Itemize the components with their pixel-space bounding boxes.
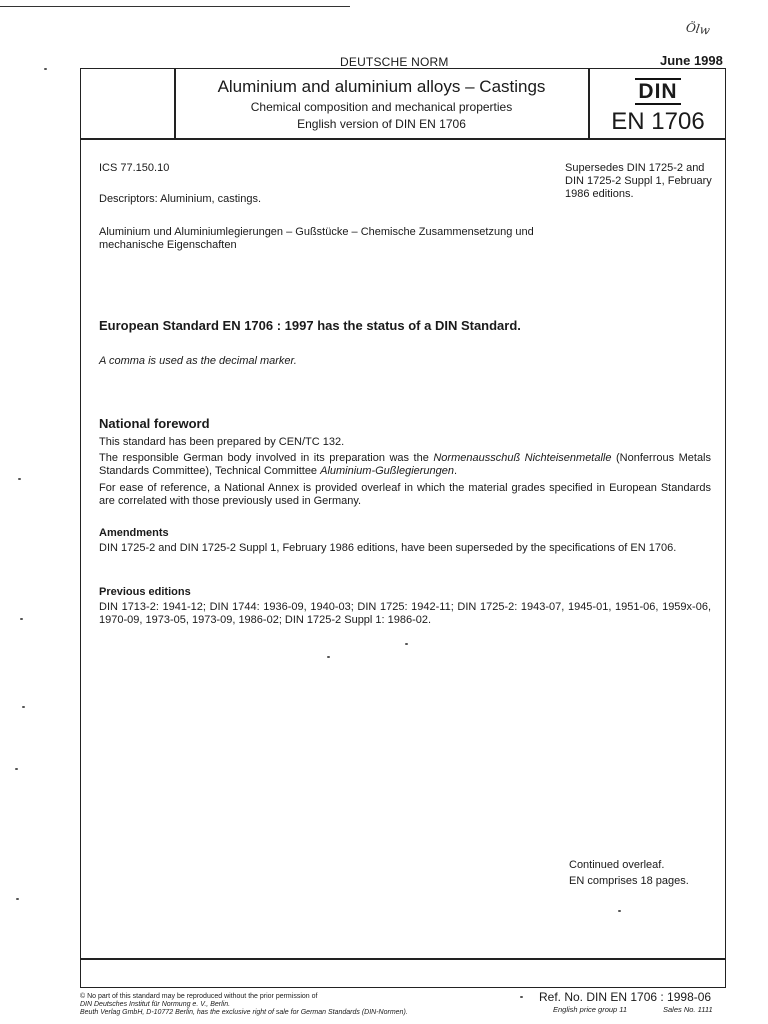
norm-label: DEUTSCHE NORM bbox=[340, 55, 449, 69]
status-statement: European Standard EN 1706 : 1997 has the status of a DIN Standard. bbox=[99, 318, 521, 333]
scan-speck bbox=[20, 618, 23, 620]
foreword-paragraph-1: This standard has been prepared by CEN/TC 132. bbox=[99, 436, 345, 448]
sales-number: Sales No. 1111 bbox=[663, 1005, 713, 1014]
scan-speck bbox=[44, 68, 47, 70]
copyright-line-1: © No part of this standard may be reproduced without the prior permission of bbox=[80, 993, 318, 1000]
standard-number: EN 1706 bbox=[611, 108, 705, 135]
reference-number: Ref. No. DIN EN 1706 : 1998-06 bbox=[539, 990, 712, 1004]
copyright-notice bbox=[80, 993, 520, 1017]
price-group: English price group 11 bbox=[553, 1005, 628, 1014]
continued-line-1: Continued overleaf. bbox=[569, 859, 665, 871]
handwritten-note: Ölw bbox=[685, 20, 711, 38]
german-title: Aluminium und Aluminiumlegierungen – Gußstücke – Chemische Zusammensetzung und mechanische Eigenschaften bbox=[99, 226, 534, 251]
ics-code: ICS 77.150.10 bbox=[99, 162, 170, 174]
publication-date: June 1998 bbox=[660, 53, 723, 68]
committee-name-german: Normenausschuß Nichteisenmetalle bbox=[433, 452, 612, 464]
previous-editions-text: DIN 1713-2: 1941-12; DIN 1744: 1936-09, 1940-03; DIN 1725: 1942-11; DIN 1725-2: 1943-07, 1945-01, 1951-06, 1959x-06, 1970-09, 1973-05, 1973-09, 1986-02; DIN 1725-2 Suppl 1: 1986-02. bbox=[99, 601, 711, 626]
previous-editions-heading: Previous editions bbox=[99, 586, 191, 598]
page-frame bbox=[80, 68, 726, 988]
scan-speck bbox=[520, 996, 523, 998]
scan-speck bbox=[22, 706, 25, 708]
english-version: English version of DIN EN 1706 bbox=[297, 117, 466, 131]
foreword-paragraph-2 bbox=[99, 452, 711, 478]
scan-speck bbox=[16, 898, 19, 900]
foreword-paragraph-3: For ease of reference, a National Annex is provided overleaf in which the material grades specified in European Standards are correlated with those previously used in Germany. bbox=[99, 482, 711, 507]
copyright-line-2: DIN Deutsches Institut für Normung e. V., Berlin. bbox=[80, 1001, 231, 1008]
descriptors: Descriptors: Aluminium, castings. bbox=[99, 193, 261, 205]
amendments-text: DIN 1725-2 and DIN 1725-2 Suppl 1, February 1986 editions, have been superseded by the specifications of EN 1706. bbox=[99, 542, 677, 554]
copyright-line-3: Beuth Verlag GmbH, D-10772 Berlin, has the exclusive right of sale for German Standards (DIN-Normen). bbox=[80, 1009, 408, 1016]
amendments-heading: Amendments bbox=[99, 527, 169, 539]
din-logo bbox=[590, 80, 726, 104]
document-title: Aluminium and aluminium alloys – Castings bbox=[217, 77, 546, 96]
top-rule bbox=[0, 6, 350, 7]
scan-speck bbox=[405, 643, 408, 645]
foreword-p2-start: The responsible German body involved in its preparation was the bbox=[99, 452, 434, 464]
din-logo-text: DIN bbox=[635, 78, 680, 105]
scan-speck bbox=[15, 768, 18, 770]
national-foreword-heading: National foreword bbox=[99, 416, 210, 431]
footer-rule bbox=[80, 958, 726, 960]
decimal-note: A comma is used as the decimal marker. bbox=[99, 355, 297, 367]
continued-line-2: EN comprises 18 pages. bbox=[569, 875, 689, 887]
header-rule bbox=[80, 138, 726, 140]
document-subtitle: Chemical composition and mechanical properties bbox=[250, 100, 513, 114]
foreword-p2-mid: (Nonferrous Metals Standards Committee), Technical Committee bbox=[99, 452, 711, 477]
technical-committee-name: Aluminium-Gußlegierungen bbox=[320, 465, 455, 477]
continued-note bbox=[569, 857, 689, 889]
scan-speck bbox=[618, 910, 621, 912]
scan-speck bbox=[327, 656, 330, 658]
foreword-p2-end: . bbox=[454, 465, 458, 477]
scan-speck bbox=[18, 478, 21, 480]
supersedes-note: Supersedes DIN 1725-2 and DIN 1725-2 Suppl 1, February 1986 editions. bbox=[565, 162, 712, 200]
